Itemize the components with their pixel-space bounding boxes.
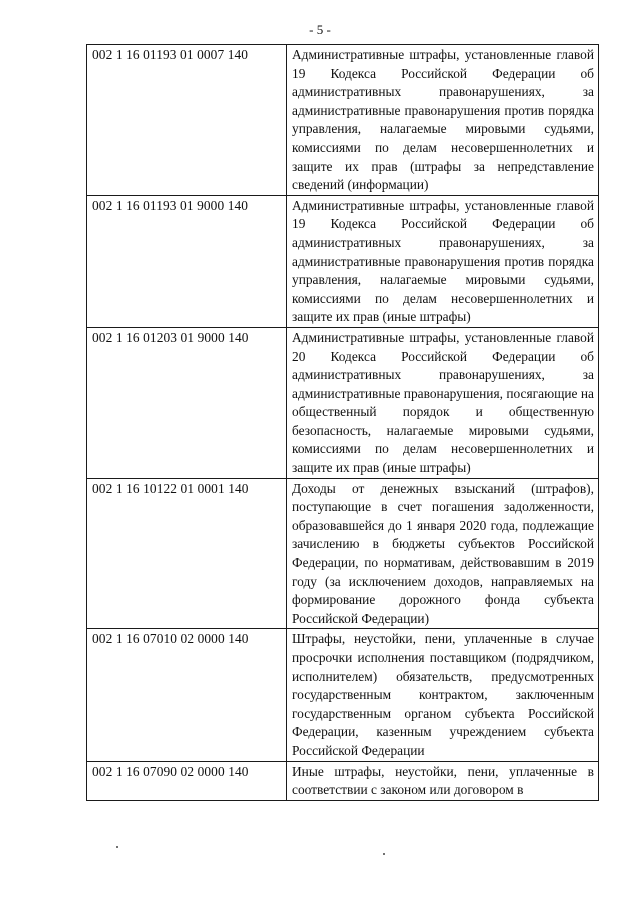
description-cell: Административные штрафы, установленные главой 19 Кодекса Российской Федерации об административных правонарушениях, за административные правонарушения против порядка управления, налагаемые мировыми судьями, комиссиями по делам несовершеннолетних и защите их прав (иные штрафы) — [287, 195, 599, 327]
table-row — [87, 45, 599, 196]
revenue-codes-table — [86, 44, 599, 801]
table-row — [87, 327, 599, 478]
table-row — [87, 629, 599, 761]
description-cell: Доходы от денежных взысканий (штрафов), поступающие в счет погашения задолженности, образовавшейся до 1 января 2020 года, подлежащие зачислению в бюджеты субъектов Российской Федерации, по нормативам, действовавшим в 2019 году (за исключением доходов, направляемых на формирование дорожного фонда субъекта Российской Федерации) — [287, 478, 599, 629]
description-cell: Административные штрафы, установленные главой 20 Кодекса Российской Федерации об административных правонарушениях, за административные правонарушения, посягающие на общественный порядок и общественную безопасность, налагаемые мировыми судьями, комиссиями по делам несовершеннолетних и защите их прав (иные штрафы) — [287, 327, 599, 478]
scan-speck — [383, 853, 385, 855]
budget-code-cell: 002 1 16 10122 01 0001 140 — [87, 478, 287, 629]
table-row — [87, 478, 599, 629]
budget-code-cell: 002 1 16 01193 01 0007 140 — [87, 45, 287, 196]
scan-speck — [116, 846, 118, 848]
description-cell: Штрафы, неустойки, пени, уплаченные в случае просрочки исполнения поставщиком (подрядчиком, исполнителем) обязательств, предусмотренных государственным контрактом, заключенным государственным органом субъекта Российской Федерации, казенным учреждением субъекта Российской Федерации — [287, 629, 599, 761]
page-number: - 5 - — [309, 22, 331, 37]
description-cell: Иные штрафы, неустойки, пени, уплаченные в соответствии с законом или договором в — [287, 761, 599, 800]
table-row — [87, 761, 599, 800]
budget-code-cell: 002 1 16 07090 02 0000 140 — [87, 761, 287, 800]
table-row — [87, 195, 599, 327]
budget-code-cell: 002 1 16 01193 01 9000 140 — [87, 195, 287, 327]
budget-code-cell: 002 1 16 07010 02 0000 140 — [87, 629, 287, 761]
description-cell: Административные штрафы, установленные главой 19 Кодекса Российской Федерации об административных правонарушениях, за административные правонарушения против порядка управления, налагаемые мировыми судьями, комиссиями по делам несовершеннолетних и защите их прав (штрафы за непредставление сведений (информации) — [287, 45, 599, 196]
budget-code-cell: 002 1 16 01203 01 9000 140 — [87, 327, 287, 478]
